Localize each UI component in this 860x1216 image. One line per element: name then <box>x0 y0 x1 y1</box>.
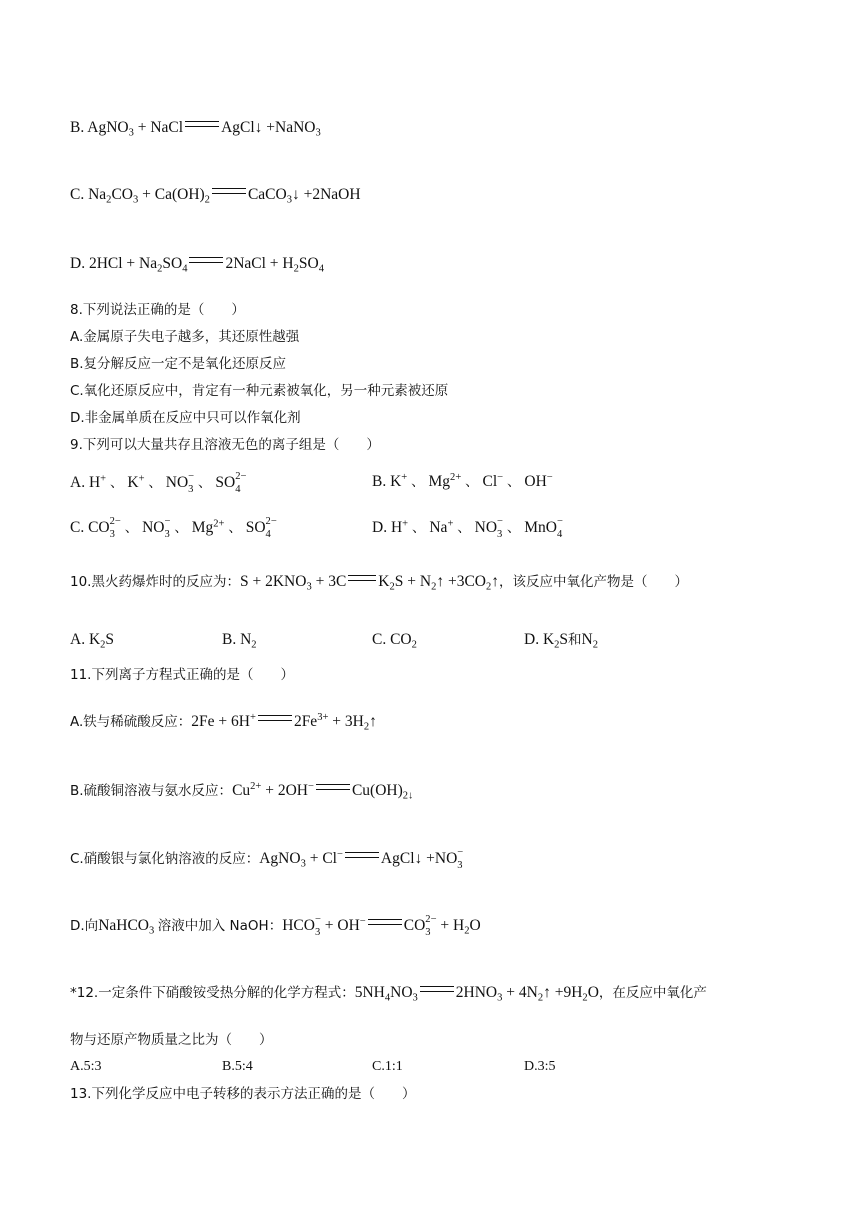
q11-option-d-prefix: D.向 <box>70 918 99 935</box>
q7-option-d-equation: $2HCl + Na_2SO_4$ 2NaCl + $H_2SO_4$ <box>88 255 324 275</box>
q7-option-c-equation: $Na_2CO_3 + Ca(OH)_2$ CaCO$_3$↓ +2NaOH <box>88 186 361 206</box>
q9-option-a: A. H+ 、 K+ 、 NO − 3 、 SO 2− 4 <box>70 471 247 495</box>
q11-option-c-prefix: C.硝酸银与氯化钠溶液的反应： <box>70 851 260 868</box>
q11-option-d-reagent: NaHCO$_3$ <box>98 917 155 937</box>
q12-option-a: A.5:3 <box>70 1059 102 1074</box>
q8-option-b: B.复分解反应一定不是氧化还原反应 <box>70 356 287 372</box>
q8-option-c: C.氧化还原反应中，肯定有一种元素被氧化，另一种元素被还原 <box>70 383 449 399</box>
q11-option-a-equation: 2Fe + 6H+ $2Fe^{3+}$ + $3H_2↑$ <box>191 712 377 733</box>
q11-stem: 11.下列离子方程式正确的是（ ） <box>70 667 294 683</box>
q12-stem-prefix: *12.一定条件下硝酸铵受热分解的化学方程式： <box>70 985 355 1001</box>
q12-equation: $5NH_4NO_3$ $2HNO_3$ + $4N_2↑ +9H_2O$ <box>354 984 599 1004</box>
q12-stem <box>70 983 707 1004</box>
q9-option-d: D. H+ 、 Na+ 、 NO − 3 、 MnO − 4 <box>372 516 563 540</box>
q10-option-b: B. $N_2$ <box>222 631 257 651</box>
q12-option-d: D.3:5 <box>524 1059 556 1074</box>
q10-option-d: D. $K_2S$和$N_2$ <box>524 631 599 651</box>
q12-option-c: C.1:1 <box>372 1059 403 1074</box>
q11-option-a-prefix: A.铁与稀硫酸反应： <box>70 714 192 730</box>
q9-option-d-label: D. <box>372 519 388 537</box>
q11-option-b-prefix: B.硫酸铜溶液与氨水反应： <box>70 783 233 799</box>
q7-option-d-label: D. <box>70 255 86 272</box>
q11-option-c <box>70 848 463 871</box>
q7-option-c <box>70 185 361 205</box>
q10-option-a: A. $K_2S$ <box>70 631 115 651</box>
q8-stem: 8.下列说法正确的是（ ） <box>70 302 245 318</box>
q11-option-a <box>70 712 377 733</box>
q9-option-c-label: C. <box>70 519 85 537</box>
q9-option-a-label: A. <box>70 474 86 492</box>
q11-option-d <box>70 915 481 938</box>
q11-option-b <box>70 781 413 802</box>
q10-option-c: C. $CO_2$ <box>372 631 417 651</box>
q10-stem <box>70 572 688 593</box>
q12-stem-line2: 物与还原产物质量之比为（ ） <box>70 1032 273 1048</box>
q8-option-a: A.金属原子失电子越多，其还原性越强 <box>70 329 300 345</box>
q13-stem: 13.下列化学反应中电子转移的表示方法正确的是（ ） <box>70 1086 416 1102</box>
q9-option-b-label: B. <box>372 473 387 490</box>
q7-option-b-equation: AgNO$_3$ + NaCl AgCl↓ +NaNO$_3$ <box>87 119 321 139</box>
q7-option-d <box>70 254 324 274</box>
q9-stem: 9.下列可以大量共存且溶液无色的离子组是（ ） <box>70 437 380 453</box>
q7-option-b-label: B. <box>70 119 85 136</box>
q10-equation: $S + 2KNO_3 + 3C$ $K_2S$ + $N_2↑$ $+3CO_2↑$ <box>239 573 500 593</box>
q7-option-c-label: C. <box>70 186 85 203</box>
q11-option-c-equation: AgNO$_3$ + Cl− AgCl↓ +NO − 3 <box>259 847 464 871</box>
q10-stem-prefix: 10.黑火药爆炸时的反应为： <box>70 574 240 590</box>
q12-option-b: B.5:4 <box>222 1059 253 1074</box>
q10-stem-suffix: ，该反应中氧化产物是（ ） <box>499 574 689 590</box>
q9-option-c: C. CO 2− 3 、 NO − 3 、 $Mg^{2+}$ 、 SO 2− 4 <box>70 516 277 540</box>
q7-option-b <box>70 118 321 138</box>
q9-option-b: B. K+ 、 $Mg^{2+}$ 、 Cl− 、 OH− <box>372 472 553 490</box>
q11-option-d-mid: 溶液中加入 NaOH： <box>157 918 283 935</box>
q8-option-d: D.非金属单质在反应中只可以作氧化剂 <box>70 410 301 426</box>
q12-stem-suffix: ，在反应中氧化产 <box>598 985 707 1001</box>
q11-option-b-equation: $Cu^{2+} + 2OH^-$ $Cu(OH)_{2↓}$ <box>232 781 414 802</box>
q11-option-d-equation: HCO − 3 + OH− CO 2− 3 + $H_2O$ <box>282 914 481 938</box>
